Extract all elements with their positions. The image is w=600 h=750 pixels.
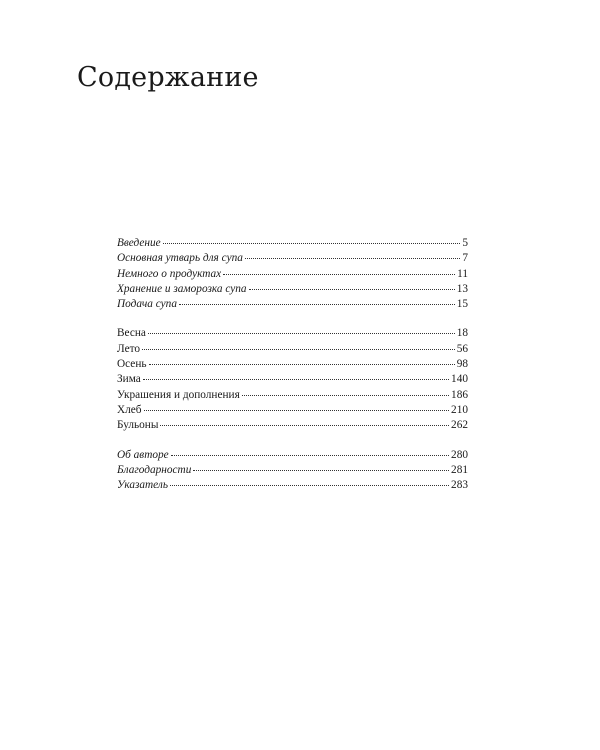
toc-entry[interactable] bbox=[117, 418, 468, 433]
toc-entry-page: 15 bbox=[456, 298, 468, 311]
toc-entry[interactable] bbox=[117, 326, 468, 341]
toc-entry-label: Благодарности bbox=[117, 463, 192, 476]
toc-entry-page: 5 bbox=[462, 237, 468, 249]
toc-entry[interactable] bbox=[117, 357, 468, 372]
toc-entry-page: 11 bbox=[457, 267, 468, 280]
toc-entry[interactable] bbox=[117, 342, 468, 357]
toc-entry-page: 262 bbox=[451, 419, 468, 432]
toc-entry-page: 210 bbox=[451, 403, 468, 416]
toc-entry-page: 186 bbox=[451, 388, 468, 401]
toc-dot-leader bbox=[144, 410, 449, 411]
toc-dot-leader bbox=[171, 455, 449, 456]
toc-entry-page: 98 bbox=[456, 358, 468, 371]
page-title: Содержание bbox=[77, 62, 259, 93]
toc-dot-leader bbox=[193, 470, 449, 471]
toc-entry-label: Хранение и заморозка супа bbox=[117, 282, 247, 295]
toc-entry-label: Об авторе bbox=[117, 448, 169, 461]
toc-entry-label: Основная утварь для супа bbox=[117, 252, 243, 265]
toc-entry[interactable] bbox=[117, 297, 468, 312]
toc-entry[interactable] bbox=[117, 372, 468, 387]
toc-dot-leader bbox=[142, 349, 455, 350]
toc-entry-label: Указатель bbox=[117, 479, 168, 492]
table-of-contents bbox=[117, 236, 468, 507]
toc-entry-page: 18 bbox=[456, 327, 468, 340]
toc-entry-label: Лето bbox=[117, 342, 141, 355]
toc-dot-leader bbox=[170, 485, 449, 486]
toc-dot-leader bbox=[179, 304, 455, 305]
toc-entry-label: Украшения и дополнения bbox=[117, 388, 240, 401]
toc-group-chapters bbox=[117, 326, 468, 433]
toc-entry-label: Введение bbox=[117, 237, 161, 249]
toc-entry-page: 7 bbox=[462, 252, 468, 265]
toc-entry[interactable] bbox=[117, 448, 468, 463]
toc-dot-leader bbox=[249, 289, 455, 290]
toc-entry[interactable] bbox=[117, 267, 468, 282]
toc-entry-label: Весна bbox=[117, 327, 146, 340]
toc-dot-leader bbox=[245, 258, 460, 259]
toc-entry-label: Подача супа bbox=[117, 298, 177, 311]
toc-entry[interactable] bbox=[117, 236, 468, 251]
toc-entry-page: 281 bbox=[451, 463, 468, 476]
toc-entry-page: 56 bbox=[456, 342, 468, 355]
toc-dot-leader bbox=[149, 364, 455, 365]
toc-entry-page: 13 bbox=[456, 282, 468, 295]
toc-entry[interactable] bbox=[117, 463, 468, 478]
toc-entry-page: 283 bbox=[451, 479, 468, 492]
toc-dot-leader bbox=[143, 379, 449, 380]
toc-entry[interactable] bbox=[117, 478, 468, 493]
toc-entry-label: Осень bbox=[117, 358, 147, 371]
toc-group-front-matter bbox=[117, 236, 468, 312]
toc-dot-leader bbox=[223, 274, 455, 275]
toc-entry[interactable] bbox=[117, 388, 468, 403]
toc-dot-leader bbox=[163, 243, 461, 244]
toc-group-back-matter bbox=[117, 448, 468, 494]
toc-dot-leader bbox=[242, 395, 449, 396]
toc-entry-page: 140 bbox=[451, 373, 468, 386]
toc-entry-label: Немного о продуктах bbox=[117, 267, 222, 280]
toc-entry-page: 280 bbox=[451, 448, 468, 461]
toc-entry[interactable] bbox=[117, 251, 468, 266]
toc-entry[interactable] bbox=[117, 403, 468, 418]
toc-entry-label: Зима bbox=[117, 373, 141, 386]
toc-entry-label: Хлеб bbox=[117, 403, 142, 416]
toc-dot-leader bbox=[148, 333, 455, 334]
toc-dot-leader bbox=[160, 425, 449, 426]
toc-entry-label: Бульоны bbox=[117, 419, 159, 432]
toc-entry[interactable] bbox=[117, 282, 468, 297]
